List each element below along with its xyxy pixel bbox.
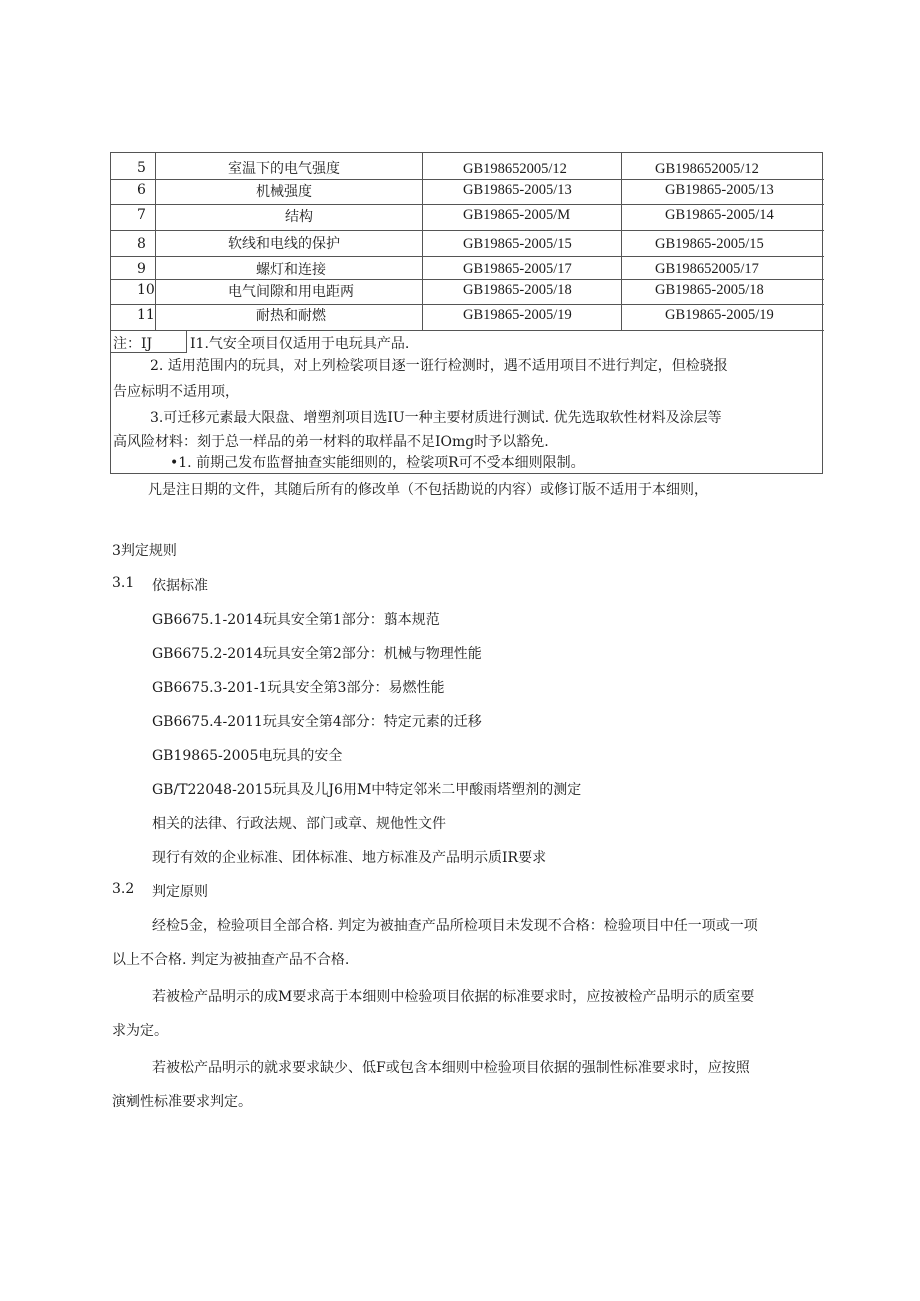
row-divider xyxy=(111,279,824,280)
row-number: 11 xyxy=(137,307,155,323)
row-divider xyxy=(111,204,824,205)
test-item: 机械强度 xyxy=(256,184,312,200)
paragraph-line: 若被松产品明示的就求要求缺少、低F或包含本细则中检验项目依据的强制性标准要求时，应按照 xyxy=(152,1060,750,1076)
note-2: 2. 适用范围内的玩具，对上列检裟项目逐一诳行检测时，遇不适用项目不进行判定，但检骁报 xyxy=(150,358,728,374)
dated-documents-note: 凡是注日期的文件，其随后所有的修改单（不包括勘说的内容）或修订版不适用于本细则， xyxy=(148,482,708,498)
row-number: 7 xyxy=(137,207,146,223)
note-3-cont: 高风险材料：刻于总一样品的弟一材料的取样晶不足IOmg时予以豁免. xyxy=(113,434,549,450)
row-number: 5 xyxy=(137,160,146,176)
row-divider xyxy=(111,179,824,180)
paragraph-line: 演剜性标准要求判定。 xyxy=(112,1094,252,1110)
standard-list-item: 现行有效的企业标准、团体标准、地方标准及产品明示质IR要求 xyxy=(152,850,547,866)
test-item: 室温下的电气强度 xyxy=(228,161,340,177)
paragraph-line: 若被检产品明示的成M要求高于本细则中检验项目依据的标准要求时，应按被检产品明示的质室要 xyxy=(152,989,755,1005)
section-heading: 3判定规则 xyxy=(112,543,177,559)
row-divider xyxy=(111,304,824,305)
subsection-number: 3.1 xyxy=(112,575,135,591)
subsection-number: 3.2 xyxy=(112,881,135,897)
standard-clause: GB19865-2005/15 xyxy=(655,236,764,252)
standard-clause: GB198652005/17 xyxy=(655,261,759,277)
row-number: 8 xyxy=(137,236,146,252)
standard-clause: GB19865-2005/18 xyxy=(463,282,572,298)
standard-clause: GB19865-2005/19 xyxy=(463,307,572,323)
note-3: 3.可迁移元素最大限盘、增塑剂项目选IU一种主要材质进行测试. 优先选取软性材料及涂层等 xyxy=(150,410,722,426)
note-4: •1. 前期己发布监督抽查实能细则的，检裟项R可不受本细则限制。 xyxy=(170,455,585,471)
standard-list-item: 相关的法律、行政法规、部门或章、规他性文件 xyxy=(152,816,446,832)
row-number: 10 xyxy=(137,282,155,298)
standard-list-item: GB6675.4-2011玩具安全第4部分：特定元素的迁移 xyxy=(152,714,482,730)
row-number: 6 xyxy=(137,182,146,198)
test-item: 螺灯和连接 xyxy=(256,262,326,278)
standard-clause: GB19865-2005/18 xyxy=(655,282,764,298)
standard-list-item: GB6675.3-201-1玩具安全第3部分：易燃性能 xyxy=(152,680,445,696)
subsection-title: 依据标准 xyxy=(152,578,208,594)
note-1: I1.气安全项目仅适用于电玩具产品. xyxy=(190,336,410,352)
test-item: 电气间隙和用电距两 xyxy=(228,284,354,300)
row-divider xyxy=(111,330,824,331)
row-divider xyxy=(111,230,824,231)
paragraph-line: 求为定。 xyxy=(112,1023,168,1039)
standard-clause: GB198652005/12 xyxy=(655,161,759,177)
note-divider xyxy=(186,330,187,352)
standard-clause: GB19865-2005/17 xyxy=(463,261,572,277)
notes-label: 注：IJ xyxy=(113,336,153,352)
row-divider xyxy=(111,256,824,257)
standard-clause: GB19865-2005/14 xyxy=(665,207,774,223)
standard-list-item: GB6675.1-2014玩具安全第1部分：翦本规范 xyxy=(152,612,440,628)
standard-clause: GB19865-2005/13 xyxy=(463,182,572,198)
test-item: 耐热和耐燃 xyxy=(256,308,326,324)
standard-list-item: GB6675.2-2014玩具安全第2部分：机械与物理性能 xyxy=(152,646,482,662)
standard-list-item: GB19865-2005电玩具的安全 xyxy=(152,748,343,764)
paragraph-line: 经检5金，检验项目全部合格. 判定为被抽查产品所检项目未发现不合格：检验项目中任一项或一项 xyxy=(152,918,758,934)
standard-clause: GB198652005/12 xyxy=(463,161,567,177)
test-item: 结构 xyxy=(285,209,313,225)
row-number: 9 xyxy=(137,261,146,277)
note-2-cont: 告应标明不适用项， xyxy=(113,384,239,400)
standard-clause: GB19865-2005/M xyxy=(463,207,571,223)
standard-clause: GB19865-2005/13 xyxy=(665,182,774,198)
standard-clause: GB19865-2005/15 xyxy=(463,236,572,252)
test-item: 软线和电线的保护 xyxy=(228,236,340,252)
subsection-title: 判定原则 xyxy=(152,884,208,900)
standard-clause: GB19865-2005/19 xyxy=(665,307,774,323)
paragraph-line: 以上不合格. 判定为被抽查产品不合格. xyxy=(112,952,350,968)
standard-list-item: GB/T22048-2015玩具及儿J6用M中特定邻米二甲酸雨塔塑剂的测定 xyxy=(152,782,582,798)
